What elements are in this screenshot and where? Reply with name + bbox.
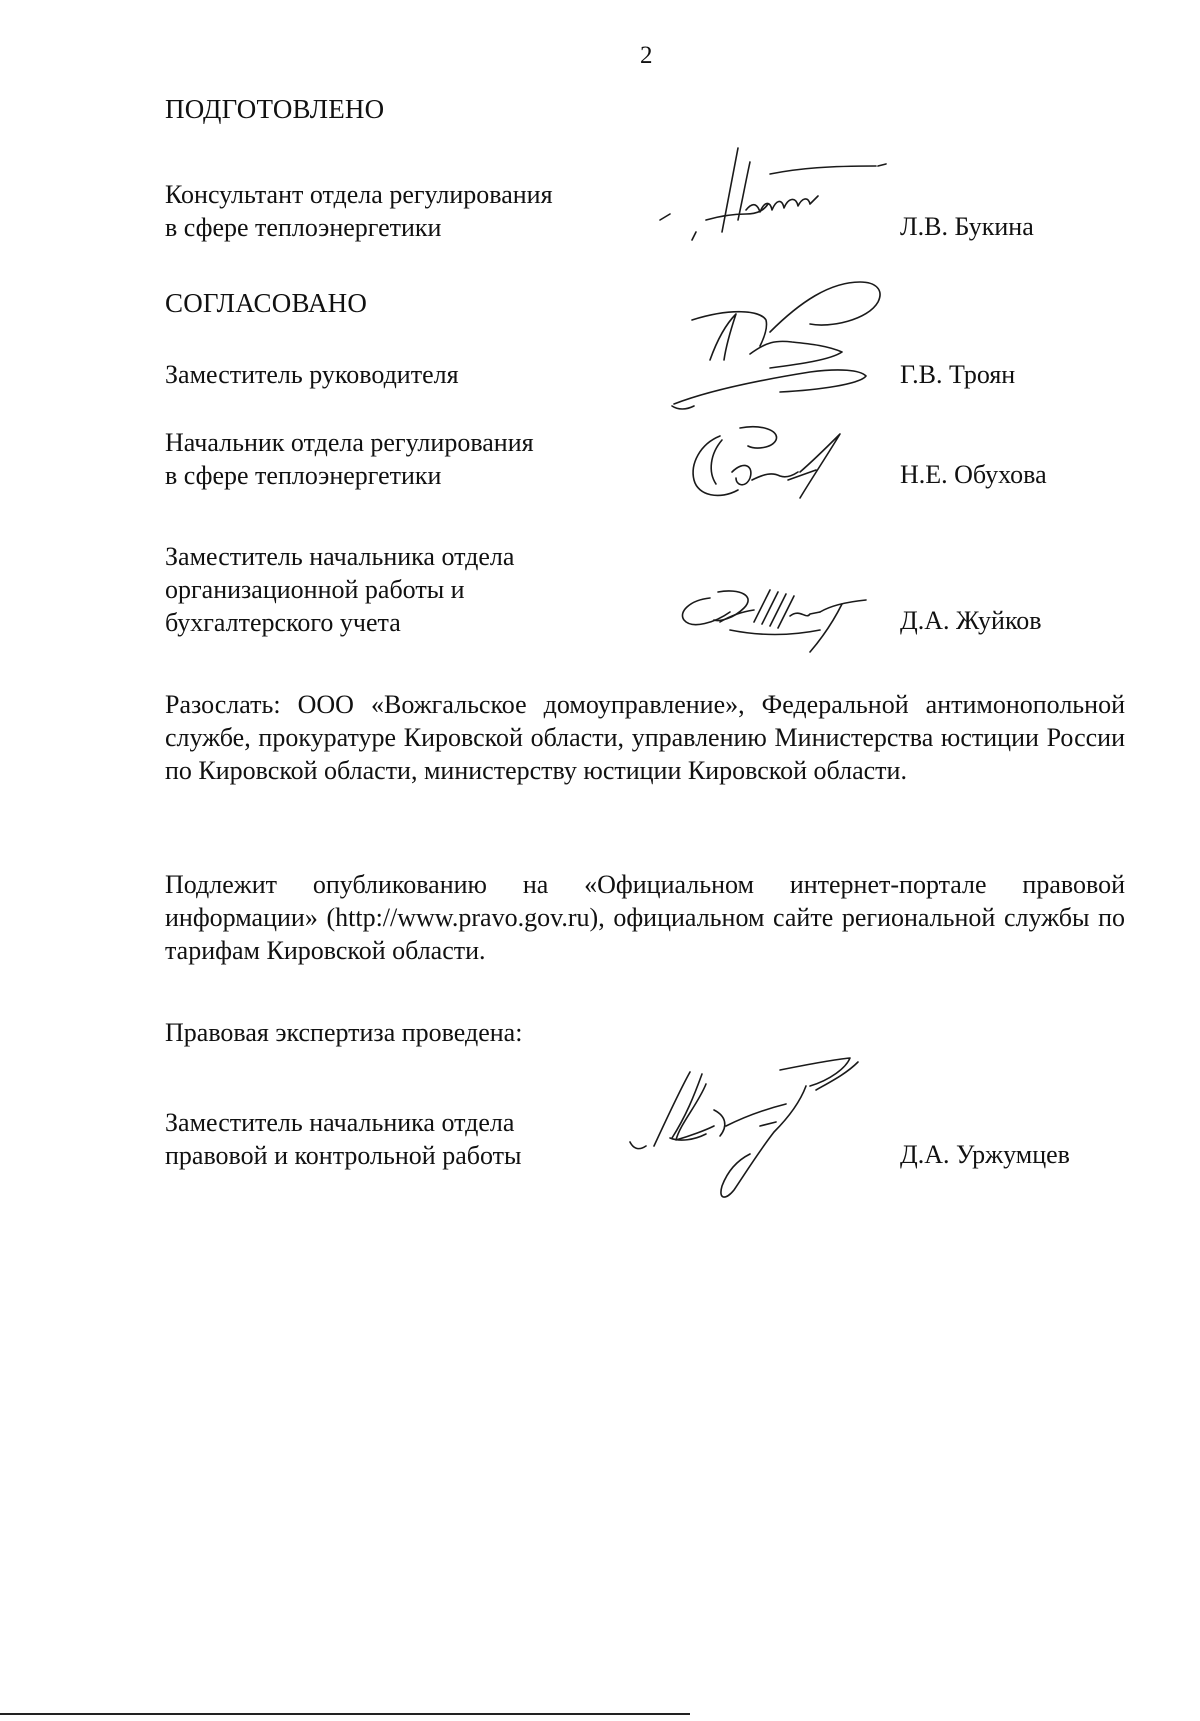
prepared-name: Л.В. Букина bbox=[900, 212, 1034, 241]
signature-bukina-drawing bbox=[650, 140, 910, 270]
page-number: 2 bbox=[640, 42, 653, 69]
signature-obukhova-drawing bbox=[680, 420, 860, 510]
prepared-position-line2: в сфере теплоэнергетики bbox=[165, 213, 442, 242]
prepared-position-line1: Консультант отдела регулирования bbox=[165, 180, 553, 209]
agreed-signer-2-name: Н.Е. Обухова bbox=[900, 460, 1047, 489]
signature-zhuikov-drawing bbox=[670, 578, 870, 658]
distribution-paragraph: Разослать: ООО «Вожгальское домоуправление», Федеральной антимонопольной службе, прокуратуре Кировской области, управлению Министерства юстиции России по Кировской области, министерству юстиции Кировской области. bbox=[165, 690, 1125, 785]
agreed-signer-3-position-line2: организационной работы и bbox=[165, 575, 465, 604]
signature-urzhumtsev-drawing bbox=[610, 1050, 910, 1210]
legal-review-position-line1: Заместитель начальника отдела bbox=[165, 1108, 515, 1137]
prepared-position bbox=[165, 178, 553, 244]
signature-zhuikov bbox=[670, 578, 870, 658]
agreed-heading: СОГЛАСОВАНО bbox=[165, 288, 368, 318]
agreed-signer-2-position-line2: в сфере теплоэнергетики bbox=[165, 461, 442, 490]
agreed-signer-1-name: Г.В. Троян bbox=[900, 360, 1016, 389]
agreed-signer-3-position-line1: Заместитель начальника отдела bbox=[165, 542, 515, 571]
legal-review-position-line2: правовой и контрольной работы bbox=[165, 1141, 522, 1170]
legal-review-name: Д.А. Уржумцев bbox=[900, 1140, 1070, 1169]
agreed-signer-2-position bbox=[165, 426, 534, 492]
signature-bukina bbox=[650, 140, 910, 270]
signature-troyan bbox=[670, 272, 900, 422]
agreed-signer-3-position-line3: бухгалтерского учета bbox=[165, 608, 401, 637]
legal-review-position bbox=[165, 1106, 521, 1172]
publication-paragraph: Подлежит опубликованию на «Официальном интернет-портале правовой информации» (http://www.pravo.gov.ru), официальном сайте региональной службы по тарифам Кировской области. bbox=[165, 870, 1125, 965]
legal-review-heading: Правовая экспертиза проведена: bbox=[165, 1018, 523, 1047]
agreed-signer-1-position-line1: Заместитель руководителя bbox=[165, 360, 459, 389]
agreed-signer-3-name: Д.А. Жуйков bbox=[900, 606, 1042, 635]
prepared-heading: ПОДГОТОВЛЕНО bbox=[165, 94, 385, 124]
signature-troyan-drawing bbox=[670, 272, 900, 422]
agreed-signer-1-position bbox=[165, 358, 459, 391]
agreed-signer-2-position-line1: Начальник отдела регулирования bbox=[165, 428, 534, 457]
signature-obukhova bbox=[680, 420, 860, 510]
agreed-signer-3-position bbox=[165, 540, 514, 639]
signature-urzhumtsev bbox=[610, 1050, 910, 1210]
bottom-rule bbox=[0, 1713, 690, 1715]
